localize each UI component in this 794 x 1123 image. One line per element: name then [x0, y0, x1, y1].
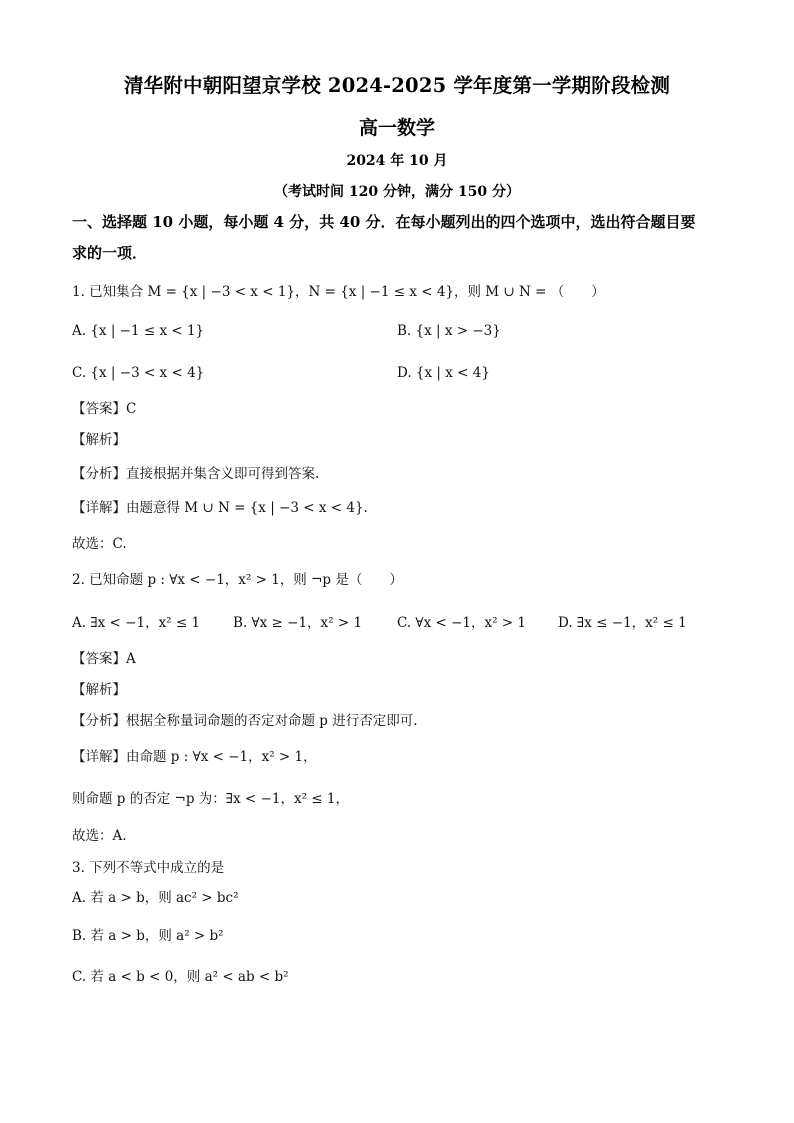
q2-stem: 2. 已知命题 p : ∀x < −1，x² > 1，则 ¬p 是（ ）	[72, 572, 403, 588]
q3-option-c: C. 若 a < b < 0，则 a² < ab < b²	[72, 969, 289, 985]
fenxi-label: 【分析】	[72, 466, 126, 482]
q2-xiangjie-line2: 则命题 p 的否定 ¬p 为：∃x < −1，x² ≤ 1，	[72, 791, 350, 807]
exam-info: （考试时间 120 分钟，满分 150 分）	[274, 184, 520, 200]
q3-stem: 3. 下列不等式中成立的是	[72, 860, 225, 876]
xiangjie-label: 【详解】	[72, 500, 126, 516]
exam-title: 清华附中朝阳望京学校 2024-2025 学年度第一学期阶段检测	[123, 74, 671, 97]
q1-analysis-label: 【解析】	[72, 432, 126, 448]
q2-option-d: D. ∃x ≤ −1，x² ≤ 1	[558, 615, 687, 631]
answer-label: 【答案】	[72, 401, 126, 417]
q2-xiangjie	[72, 746, 317, 768]
q1-option-c: C. {x | −3 < x < 4}	[72, 365, 205, 381]
q1-xiangjie	[72, 497, 368, 519]
q1-option-d: D. {x | x < 4}	[397, 365, 490, 381]
fenxi-text: 直接根据并集含义即可得到答案.	[126, 466, 320, 482]
q2-option-a: A. ∃x < −1，x² ≤ 1	[72, 615, 201, 631]
q2-option-c: C. ∀x < −1，x² > 1	[397, 615, 526, 631]
answer-label: 【答案】	[72, 651, 126, 667]
xiangjie-label: 【详解】	[72, 749, 126, 765]
q2-fenxi	[72, 710, 418, 732]
fenxi-label: 【分析】	[72, 713, 126, 729]
q3-option-b: B. 若 a > b，则 a² > b²	[72, 928, 224, 944]
q3-option-a: A. 若 a > b，则 ac² > bc²	[72, 890, 239, 906]
xiangjie-text: 由命题 p : ∀x < −1，x² > 1，	[126, 749, 317, 765]
answer-value: C	[126, 401, 137, 417]
q1-fenxi	[72, 463, 319, 485]
q1-option-b: B. {x | x > −3}	[397, 323, 501, 339]
answer-value: A	[126, 651, 136, 667]
section-instructions-line2: 求的一项．	[72, 244, 148, 262]
subject-title: 高一数学	[358, 117, 435, 139]
fenxi-text: 根据全称量词命题的否定对命题 p 进行否定即可.	[126, 713, 418, 729]
q1-choice: 故选：C.	[72, 536, 127, 552]
xiangjie-text: 由题意得 M ∪ N = {x | −3 < x < 4}.	[126, 500, 368, 516]
q2-analysis-label: 【解析】	[72, 682, 126, 698]
q2-answer	[72, 648, 136, 670]
q1-stem: 1. 已知集合 M = {x | −3 < x < 1}，N = {x | −1 ≤ x < 4}，则 M ∪ N = （ ）	[72, 284, 605, 300]
q2-option-b: B. ∀x ≥ −1，x² > 1	[233, 615, 363, 631]
q2-choice: 故选：A.	[72, 828, 127, 844]
section-instructions-line1: 一、选择题 10 小题，每小题 4 分，共 40 分．在每小题列出的四个选项中，选出符合题目要	[72, 213, 696, 231]
q1-option-a: A. {x | −1 ≤ x < 1}	[72, 323, 205, 339]
exam-date: 2024 年 10 月	[346, 153, 448, 169]
q1-answer	[72, 398, 136, 420]
